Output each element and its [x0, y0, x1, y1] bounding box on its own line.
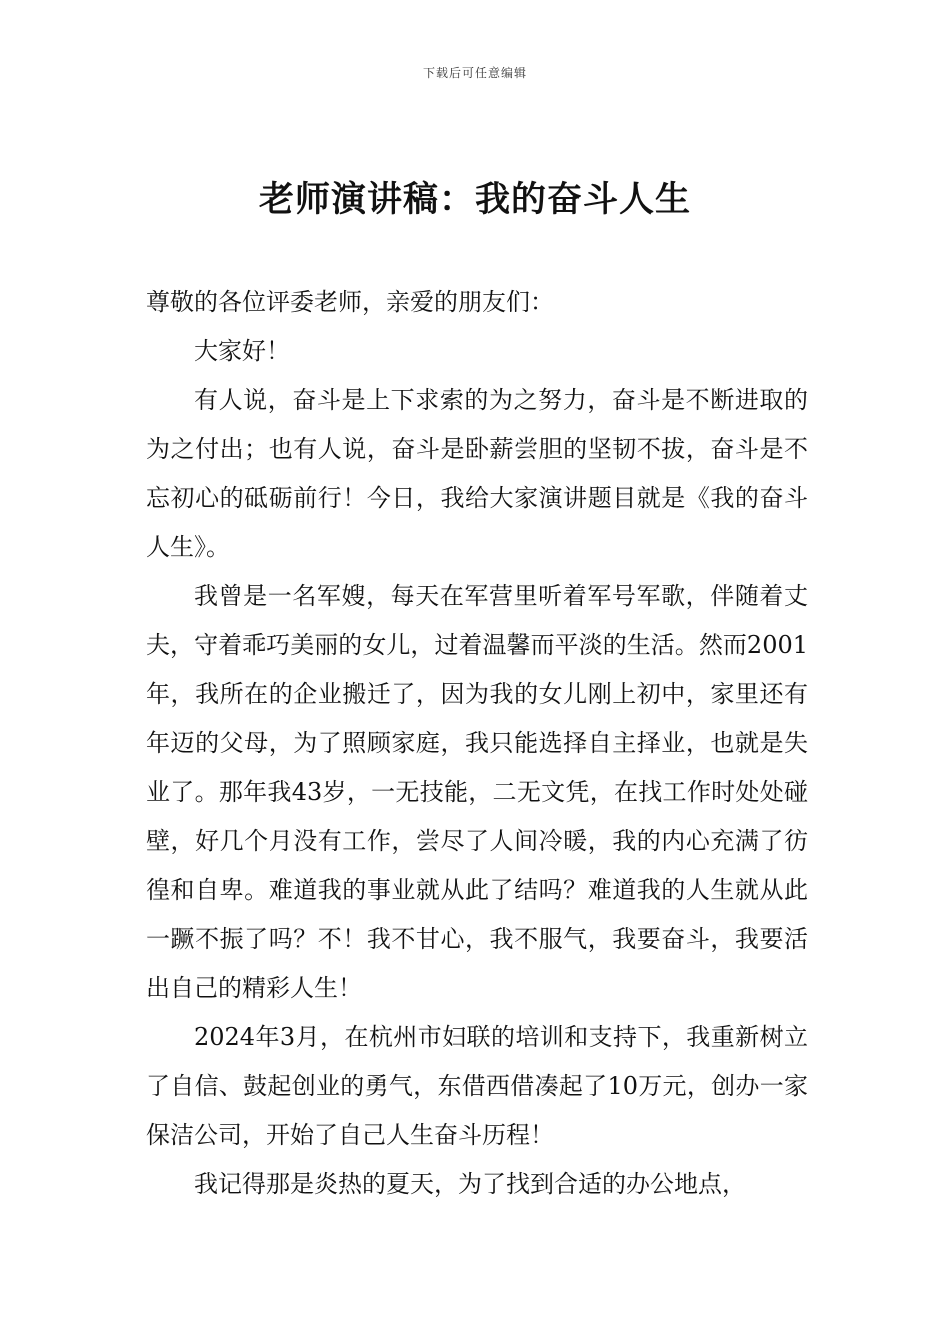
- paragraph-startup: 2024年3月，在杭州市妇联的培训和支持下，我重新树立了自信、鼓起创业的勇气，东借西借凑起了10万元，创办一家保洁公司，开始了自己人生奋斗历程！: [146, 1023, 808, 1149]
- paragraph-greeting: 大家好！: [194, 337, 290, 365]
- salutation: 尊敬的各位评委老师，亲爱的朋友们：: [146, 288, 554, 316]
- document-title: 老师演讲稿：我的奋斗人生: [258, 179, 691, 220]
- document-body: [146, 278, 808, 1209]
- paragraph-background: 我曾是一名军嫂，每天在军营里听着军号军歌，伴随着丈夫，守着乖巧美丽的女儿，过着温馨而平淡的生活。然而2001年，我所在的企业搬迁了，因为我的女儿刚上初中，家里还有年迈的父母，为了照顾家庭，我只能选择自主择业，也就是失业了。那年我43岁，一无技能，二无文凭，在找工作时处处碰壁，好几个月没有工作，尝尽了人间冷暖，我的内心充满了彷徨和自卑。难道我的事业就从此了结吗？难道我的人生就从此一蹶不振了吗？不！我不甘心，我不服气，我要奋斗，我要活出自己的精彩人生！: [146, 582, 808, 1002]
- paragraph-intro: 有人说，奋斗是上下求索的为之努力，奋斗是不断进取的为之付出；也有人说，奋斗是卧薪尝胆的坚韧不拔，奋斗是不忘初心的砥砺前行！今日，我给大家演讲题目就是《我的奋斗人生》。: [146, 386, 808, 561]
- paragraph-memory: 我记得那是炎热的夏天，为了找到合适的办公地点，: [194, 1170, 746, 1198]
- header-note: 下载后可任意编辑: [422, 66, 527, 80]
